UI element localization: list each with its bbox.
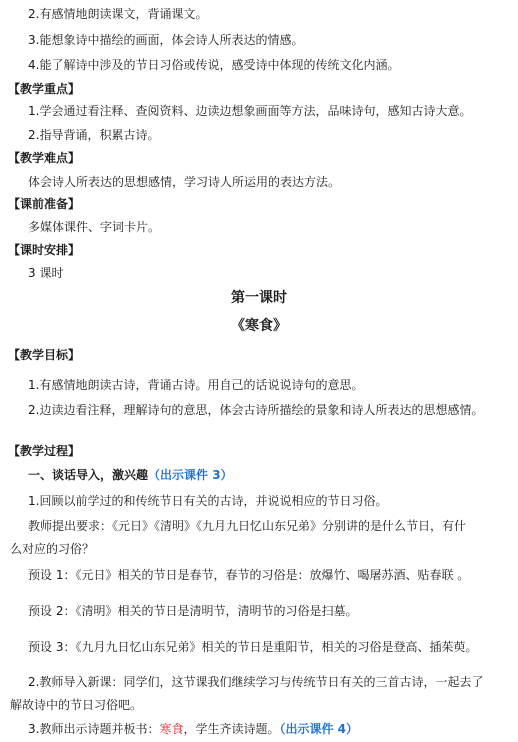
- objective-1: 1.有感情地朗读古诗，背诵古诗。用自己的话说说诗句的意思。: [28, 378, 364, 392]
- process-step-3: [28, 721, 358, 737]
- preset-1: 预设 1：《元日》相关的节日是春节，春节的习俗是：放爆竹、喝屠苏酒、贴春联 。: [28, 568, 470, 582]
- process-step-2-line-1: 2.教师导入新课：同学们，这节课我们继续学习与传统节日有关的三首古诗，一起去了: [28, 675, 484, 689]
- courseware-ref-3: （出示课件 3）: [148, 468, 233, 482]
- step-3-suffix: ，学生齐读诗题。: [183, 722, 280, 736]
- teacher-request-line-1: 教师提出要求：《元日》《清明》《九月九日忆山东兄弟》分别讲的是什么节日，有什: [28, 519, 467, 533]
- section-1-heading: [28, 467, 233, 483]
- preset-2: 预设 2：《清明》相关的节日是清明节，清明节的习俗是扫墓。: [28, 604, 358, 618]
- preset-3: 预设 3：《九月九日忆山东兄弟》相关的节日是重阳节，相关的习俗是登高、插茱萸。: [28, 640, 478, 654]
- process-step-1: 1.回顾以前学过的和传统节日有关的古诗，并说说相应的节日习俗。: [28, 494, 388, 508]
- process-heading: 【教学过程】: [8, 444, 81, 458]
- goal-item-4: 4.能了解诗中涉及的节日习俗或传说，感受诗中体现的传统文化内涵。: [28, 58, 400, 72]
- key-point-2: 2.指导背诵，积累古诗。: [28, 128, 160, 142]
- key-point-1: 1.学会通过看注释、查阅资料、边读边想象画面等方法，品味诗句，感知古诗大意。: [28, 104, 472, 118]
- difficulties-text: 体会诗人所表达的思想感情，学习诗人所运用的表达方法。: [28, 175, 341, 189]
- preparation-text: 多媒体课件、字词卡片。: [28, 220, 161, 234]
- step-3-prefix: 3.教师出示诗题并板书：: [28, 722, 160, 736]
- difficulties-heading: 【教学难点】: [8, 151, 81, 165]
- step-3-highlight: 寒食: [159, 722, 184, 736]
- courseware-ref-4: （出示课件 4）: [279, 722, 359, 736]
- schedule-heading: 【课时安排】: [8, 243, 81, 257]
- goal-item-2: 2.有感情地朗读课文，背诵课文。: [28, 7, 208, 21]
- objectives-heading: 【教学目标】: [8, 348, 81, 362]
- objective-2: 2.边读边看注释，理解诗句的意思，体会古诗所描绘的景象和诗人所表达的思想感情。: [28, 403, 484, 417]
- poem-title: 《寒食》: [231, 318, 287, 334]
- section-1-title: 一、谈话导入，激兴趣: [28, 468, 149, 482]
- schedule-text: 3 课时: [28, 266, 64, 280]
- key-points-heading: 【教学重点】: [8, 82, 81, 96]
- teacher-request-line-2: 么对应的习俗？: [10, 542, 95, 556]
- lesson-title: 第一课时: [231, 290, 287, 306]
- goal-item-3: 3.能想象诗中描绘的画面，体会诗人所表达的情感。: [28, 33, 304, 47]
- process-step-2-line-2: 解故诗中的节日习俗吧。: [10, 698, 143, 712]
- preparation-heading: 【课前准备】: [8, 197, 81, 211]
